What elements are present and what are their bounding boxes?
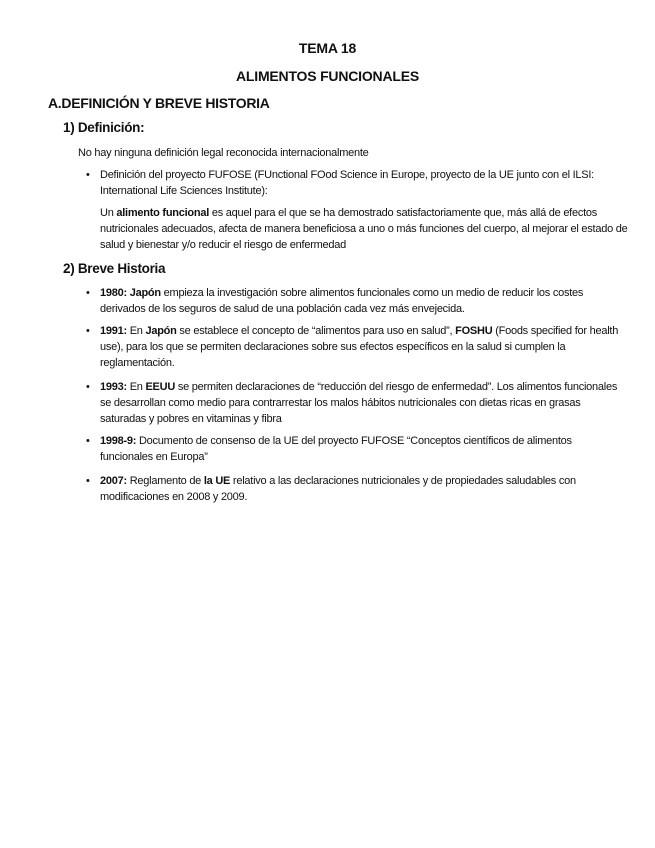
tema-title: TEMA 18 — [298, 40, 357, 56]
history-text: se establece el concepto de “alimentos para uso en salud”, — [176, 325, 456, 337]
definicion-heading: 1) Definición: — [63, 120, 145, 135]
def-rest: es aquel para el que se ha demostrado satisfactoriamente que, más allá de efectos nutricionales adecuados, afecta de manera beneficiosa a uno o más funciones del cuerpo, al mejorar el estado de salud y bienestar y/o reducir el riesgo de enfermedad — [100, 207, 628, 251]
def-term: alimento funcional — [116, 207, 210, 219]
history-text: relativo a las declaraciones nutricionales y de propiedades saludables con modificaciones en 2008 y 2009. — [100, 475, 576, 503]
history-text: (Foods specified for health use), para los que se permiten declaraciones sobre sus efectos específicos en la salud si cumplen la reglamentación. — [100, 325, 619, 369]
history-text: En — [126, 381, 146, 393]
bullet-icon: • — [86, 287, 90, 299]
definicion-bullet-text: Definición del proyecto FUFOSE (FUnctional FOod Science in Europe, proyecto de la UE junto con el ILSI: International Life Sciences Institute): — [100, 169, 594, 197]
history-year: 1998-9: — [100, 435, 137, 447]
bullet-icon: • — [86, 169, 90, 181]
history-item-1991 — [100, 323, 626, 371]
section-a-heading: A.DEFINICIÓN Y BREVE HISTORIA — [48, 95, 270, 111]
bullet-icon: • — [86, 475, 90, 487]
history-text: En — [126, 325, 146, 337]
def-prefix: Un — [100, 207, 117, 219]
history-item-1993 — [100, 379, 626, 427]
history-year: 1991: — [100, 325, 127, 337]
history-item-2007 — [100, 473, 626, 505]
history-year: 1993: — [100, 381, 127, 393]
bullet-icon: • — [86, 325, 90, 337]
bullet-icon: • — [86, 435, 90, 447]
alimento-funcional-definition — [100, 205, 630, 253]
history-text: empieza la investigación sobre alimentos funcionales como un medio de reducir los costes derivados de los seguros de salud de una población cada vez más envejecida. — [100, 287, 584, 315]
history-bold: EEUU — [145, 381, 176, 393]
history-bold: Japón — [129, 287, 161, 299]
bullet-icon: • — [86, 381, 90, 393]
history-bold: Japón — [145, 325, 177, 337]
history-year: 2007: — [100, 475, 127, 487]
history-item-1980 — [100, 285, 626, 317]
history-bold: FOSHU — [455, 325, 493, 337]
history-text: Documento de consenso de la UE del proyecto FUFOSE “Conceptos científicos de alimentos funcionales en Europa” — [100, 435, 572, 463]
history-text: Reglamento de — [126, 475, 204, 487]
history-bold: la UE — [203, 475, 231, 487]
history-year: 1980: — [100, 287, 127, 299]
history-item-1998 — [100, 433, 626, 465]
definicion-intro: No hay ninguna definición legal reconocida internacionalmente — [78, 147, 369, 159]
historia-heading: 2) Breve Historia — [63, 261, 166, 276]
history-text: se permiten declaraciones de “reducción del riesgo de enfermedad”. Los alimentos funcionales se desarrollan como medio para contrarrestar los malos hábitos nutricionales con dietas ricas en grasas saturadas y pobres en vitaminas y fibra — [100, 381, 618, 425]
document-subtitle: ALIMENTOS FUNCIONALES — [236, 68, 419, 84]
